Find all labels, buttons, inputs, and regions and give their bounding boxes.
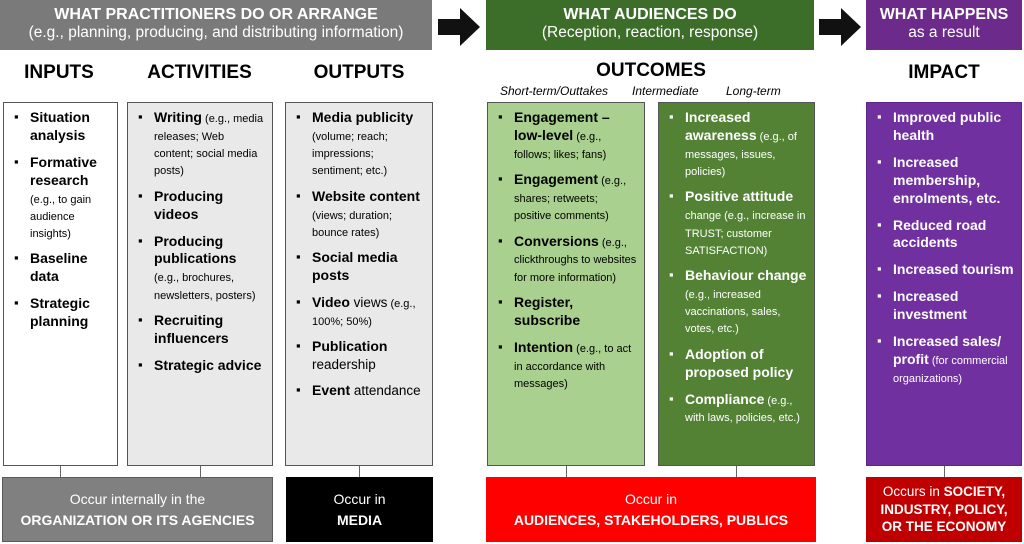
- list-item: ▪ Event attendance: [312, 382, 426, 400]
- audiences-location-box: [486, 477, 816, 542]
- society-line1: Occurs in SOCIETY,: [882, 484, 1006, 500]
- connector-line: [736, 466, 737, 477]
- practitioners-banner: [0, 0, 432, 50]
- list-item: ▪ Publication readership: [312, 338, 426, 373]
- list-item: ▪ Social media posts: [312, 249, 426, 285]
- audiences-line2: AUDIENCES, STAKEHOLDERS, PUBLICS: [513, 511, 789, 528]
- society-line2: INDUSTRY, POLICY,: [880, 501, 1008, 517]
- activities-box: [127, 102, 273, 466]
- media-line1: Occur in: [333, 491, 386, 508]
- internal-line2: ORGANIZATION OR ITS AGENCIES: [20, 511, 255, 528]
- list-item: ▪ Strategic planning: [30, 295, 111, 331]
- list-item: ▪ Recruiting influencers: [154, 312, 266, 348]
- list-item: ▪ Video views (e.g., 100%; 50%): [312, 294, 426, 329]
- practitioners-title: WHAT PRACTITIONERS DO OR ARRANGE: [54, 6, 378, 23]
- internal-line1: Occur internally in the: [69, 491, 206, 508]
- list-item: ▪ Engagement (e.g., shares; retweets; positive comments): [514, 171, 638, 223]
- list-item: ▪ Increased sales/ profit (for commercial organizations): [893, 333, 1015, 386]
- list-item: ▪ Increased tourism: [893, 261, 1015, 279]
- list-item: ▪ Conversions (e.g., clickthroughs to websites for more information): [514, 233, 638, 285]
- list-item: ▪ Producing publications (e.g., brochures, newsletters, posters): [154, 233, 266, 303]
- list-item: ▪ Positive attitude change (e.g., increase in TRUST; customer SATISFACTION): [685, 188, 808, 258]
- list-item: ▪ Register, subscribe: [514, 294, 638, 330]
- list-item: ▪ Adoption of proposed policy: [685, 346, 808, 382]
- connector-line: [359, 466, 360, 477]
- list-item: ▪ Producing videos: [154, 188, 266, 224]
- connector-line: [566, 466, 567, 477]
- outputs-box: [285, 102, 433, 466]
- short-term-outcomes-box: [487, 102, 645, 466]
- right-arrow-icon: [438, 8, 480, 46]
- list-item: ▪ Behaviour change (e.g., increased vaccinations, sales, votes, etc.): [685, 267, 808, 337]
- list-item: ▪ Baseline data: [30, 250, 111, 286]
- happens-subtitle: as a result: [908, 24, 980, 42]
- list-item: ▪ Writing (e.g., media releases; Web content; social media posts): [154, 109, 266, 179]
- list-item: ▪ Improved public health: [893, 109, 1015, 145]
- impact-header: IMPACT: [908, 62, 980, 83]
- list-item: ▪ Strategic advice: [154, 357, 266, 375]
- outcomes-header: OUTCOMES: [596, 60, 706, 81]
- list-item: ▪ Intention (e.g., to act in accordance with messages): [514, 339, 638, 391]
- long-term-outcomes-box: [658, 102, 815, 466]
- society-line3: OR THE ECONOMY: [881, 519, 1007, 535]
- list-item: ▪ Increased investment: [893, 288, 1015, 324]
- audiences-subtitle: (Reception, reaction, response): [541, 24, 759, 42]
- practitioners-subtitle: (e.g., planning, producing, and distributing information): [28, 24, 404, 42]
- short-term-label: Short-term/Outtakes: [500, 84, 609, 98]
- list-item: ▪ Engagement – low-level (e.g., follows; likes; fans): [514, 109, 638, 162]
- happens-title: WHAT HAPPENS: [879, 6, 1009, 23]
- media-location-box: [286, 477, 433, 542]
- connector-line: [200, 466, 201, 477]
- list-item: ▪ Reduced road accidents: [893, 217, 1015, 253]
- long-term-label: Long-term: [726, 84, 781, 98]
- activities-header: ACTIVITIES: [147, 62, 252, 83]
- media-line2: MEDIA: [336, 511, 383, 528]
- society-location-box: [866, 477, 1022, 542]
- audiences-line1: Occur in: [624, 491, 678, 508]
- inputs-header: INPUTS: [24, 62, 94, 83]
- list-item: ▪ Situation analysis: [30, 109, 111, 145]
- list-item: ▪ Increased awareness (e.g., of messages, issues, policies): [685, 109, 808, 179]
- list-item: ▪ Website content (views; duration; bounce rates): [312, 188, 426, 240]
- list-item: ▪ Formative research (e.g., to gain audience insights): [30, 154, 111, 242]
- happens-banner: [866, 0, 1022, 50]
- internal-location-box: [2, 477, 273, 542]
- list-item: ▪ Compliance (e.g., with laws, policies, etc.): [685, 391, 808, 426]
- list-item: ▪ Increased membership, enrolments, etc.: [893, 154, 1015, 208]
- impact-box: [866, 102, 1022, 466]
- outputs-header: OUTPUTS: [313, 62, 405, 83]
- right-arrow-icon: [819, 8, 861, 46]
- connector-line: [60, 466, 61, 477]
- intermediate-label: Intermediate: [632, 84, 699, 98]
- inputs-box: [3, 102, 118, 466]
- audiences-banner: [486, 0, 814, 50]
- audiences-title: WHAT AUDIENCES DO: [563, 6, 737, 23]
- connector-line: [944, 466, 945, 477]
- list-item: ▪ Media publicity (volume; reach; impressions; sentiment; etc.): [312, 109, 426, 179]
